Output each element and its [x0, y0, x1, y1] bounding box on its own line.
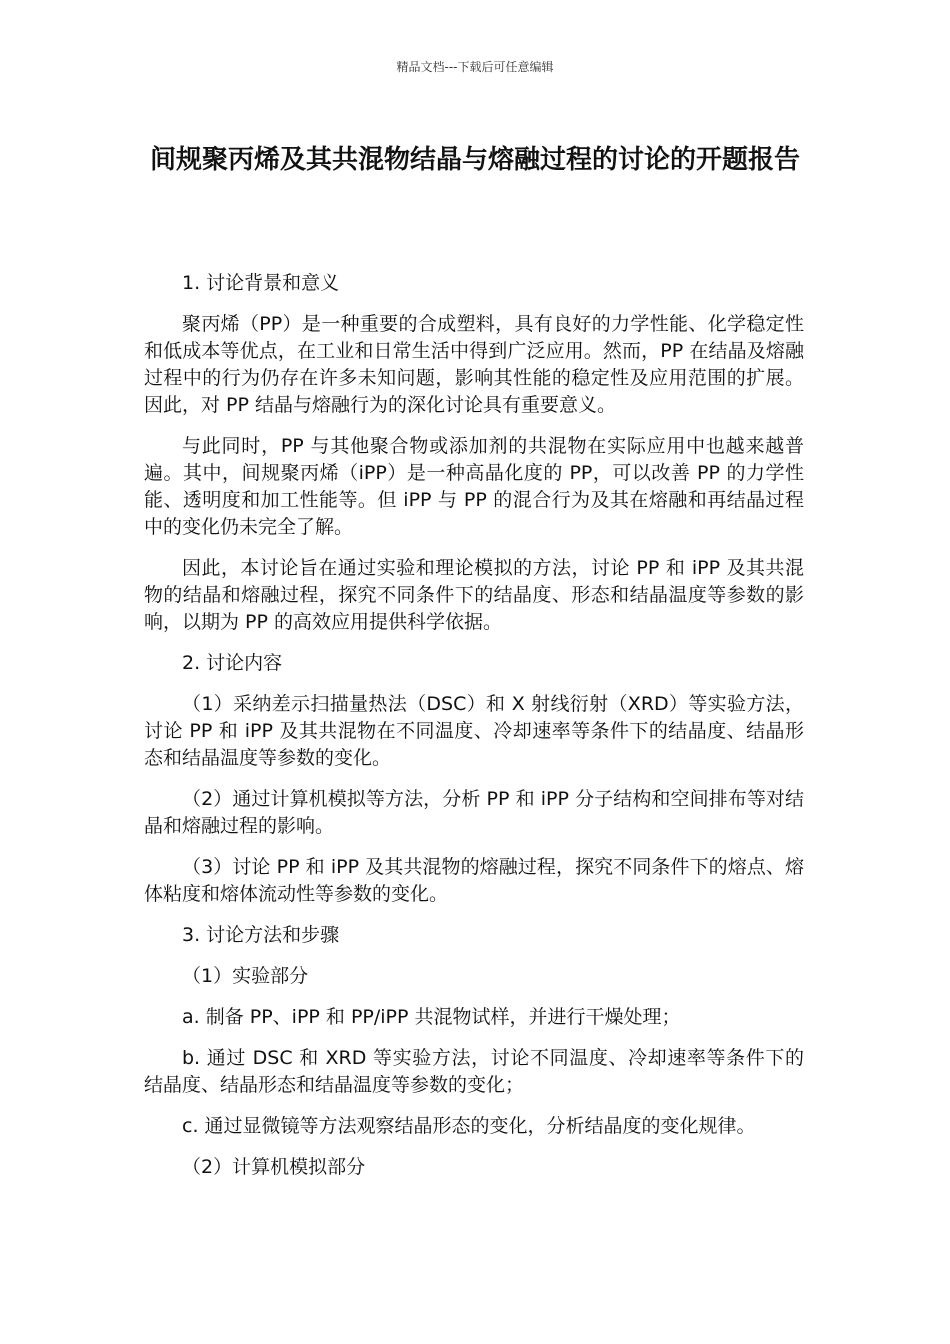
list-item: a. 制备 PP、iPP 和 PP/iPP 共混物试样，并进行干燥处理； [182, 1006, 681, 1028]
subsection-heading-experiment: （1）实验部分 [182, 965, 309, 987]
header-note: 精品文档---下载后可任意编辑 [396, 60, 554, 74]
list-item: c. 通过显微镜等方法观察结晶形态的变化，分析结晶度的变化规律。 [182, 1115, 756, 1137]
paragraph: 聚丙烯（PP）是一种重要的合成塑料，具有良好的力学性能、化学稳定性和低成本等优点，在工业和日常生活中得到广泛应用。然而，PP 在结晶及熔融过程中的行为仍存在许多未知问题，影响其性能的稳定性及应用范围的扩展。因此，对 PP 结晶与熔融行为的深化讨论具有重要意义。 [144, 313, 804, 416]
document-title: 间规聚丙烯及其共混物结晶与熔融过程的讨论的开题报告 [149, 145, 800, 175]
document-body [144, 270, 804, 1195]
list-item: b. 通过 DSC 和 XRD 等实验方法，讨论不同温度、冷却速率等条件下的结晶度、结晶形态和结晶温度等参数的变化； [144, 1047, 804, 1096]
paragraph: （2）通过计算机模拟等方法，分析 PP 和 iPP 分子结构和空间排布等对结晶和熔融过程的影响。 [144, 788, 804, 837]
section-heading-background: 1. 讨论背景和意义 [182, 272, 340, 294]
paragraph: 因此，本讨论旨在通过实验和理论模拟的方法，讨论 PP 和 iPP 及其共混物的结晶和熔融过程，探究不同条件下的结晶度、形态和结晶温度等参数的影响，以期为 PP 的高效应用提供科学依据。 [144, 557, 804, 633]
section-heading-content: 2. 讨论内容 [182, 652, 283, 674]
paragraph: 与此同时，PP 与其他聚合物或添加剂的共混物在实际应用中也越来越普遍。其中，间规聚丙烯（iPP）是一种高晶化度的 PP，可以改善 PP 的力学性能、透明度和加工性能等。但 iPP 与 PP 的混合行为及其在熔融和再结晶过程中的变化仍未完全了解。 [144, 435, 804, 538]
subsection-heading-simulation: （2）计算机模拟部分 [182, 1156, 366, 1178]
paragraph: （1）采纳差示扫描量热法（DSC）和 X 射线衍射（XRD）等实验方法，讨论 PP 和 iPP 及其共混物在不同温度、冷却速率等条件下的结晶度、结晶形态和结晶温度等参数的变化。 [144, 693, 804, 769]
paragraph: （3）讨论 PP 和 iPP 及其共混物的熔融过程，探究不同条件下的熔点、熔体粘度和熔体流动性等参数的变化。 [144, 856, 804, 905]
section-heading-methods: 3. 讨论方法和步骤 [182, 924, 340, 946]
